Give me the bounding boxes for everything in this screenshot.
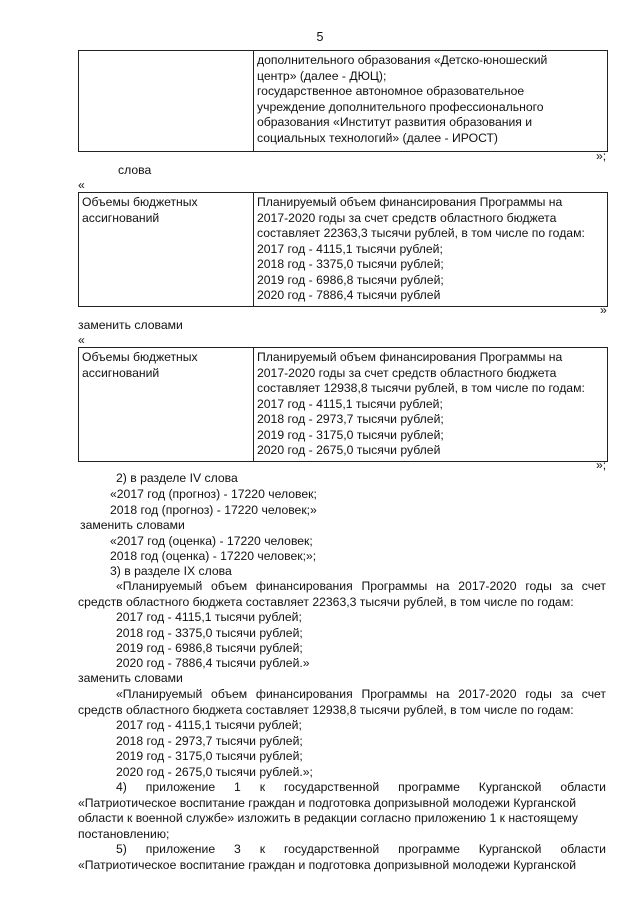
replace-words-label: заменить словами (78, 318, 183, 332)
top-table (78, 50, 608, 152)
body-line: 2017 год - 4115,1 тысячи рублей; (116, 718, 302, 732)
body-line: «Патриотическое воспитание граждан и подготовка допризывной молодежи Курганской (78, 858, 577, 872)
new-table-line: составляет 12938,8 тысячи рублей, в том числе по годам: (257, 381, 585, 395)
old-budget-table (78, 192, 608, 307)
body-line: «Патриотическое воспитание граждан и подготовка допризывной молодежи Курганской (78, 796, 577, 810)
old-table-line: Планируемый объем финансирования Программы на (257, 195, 563, 209)
word-slova: слова (118, 163, 152, 177)
closing-quote: »; (596, 458, 607, 472)
body-line: «2017 год (прогноз) - 17220 человек; (110, 487, 317, 501)
body-line: 5) приложение 3 к государственной программе Курганской области (116, 842, 606, 856)
old-table-right-cell (254, 193, 608, 307)
old-table-label: ассигнований (82, 210, 160, 225)
body-line: 2017 год - 4115,1 тысячи рублей; (116, 610, 302, 624)
new-table-line: Планируемый объем финансирования Программы на (257, 350, 563, 364)
closing-quote: » (600, 303, 607, 317)
new-table-line: 2018 год - 2973,7 тысячи рублей; (257, 412, 444, 426)
body-line: средств областного бюджета составляет 12938,8 тысячи рублей, в том числе по годам: (78, 703, 574, 717)
new-table-left-cell (79, 348, 254, 462)
top-table-left-cell (79, 51, 254, 152)
body-line: 2018 год - 3375,0 тысячи рублей; (116, 626, 303, 640)
old-table-line: 2017-2020 годы за счет средств областного бюджета (257, 210, 557, 225)
body-line: 2020 год - 2675,0 тысячи рублей.»; (116, 765, 313, 779)
opening-quote: « (78, 333, 85, 347)
opening-quote: « (78, 178, 85, 192)
old-table-line: 2020 год - 7886,4 тысячи рублей (257, 288, 441, 302)
new-table-line: 2019 год - 3175,0 тысячи рублей; (257, 427, 444, 442)
old-table-left-cell (79, 193, 254, 307)
closing-quote: »; (596, 149, 607, 163)
body-line: 2018 год (оценка) - 17220 человек;»; (110, 549, 317, 563)
body-line: постановлению; (78, 827, 170, 841)
body-line: 2019 год - 3175,0 тысячи рублей; (116, 749, 303, 763)
body-line: области к военной службе» изложить в редакции согласно приложению 1 к настоящему (78, 811, 579, 825)
new-table-label: Объемы бюджетных (82, 350, 198, 364)
new-table-line: 2017 год - 4115,1 тысячи рублей; (257, 396, 443, 411)
page-number: 5 (316, 30, 324, 44)
old-table-line: 2018 год - 3375,0 тысячи рублей; (257, 257, 444, 271)
top-table-line: государственное автономное образовательное (257, 84, 525, 98)
body-line: 3) в разделе IX слова (110, 564, 232, 578)
old-table-line: составляет 22363,3 тысячи рублей, в том числе по годам: (257, 226, 585, 240)
body-line: «2017 год (оценка) - 17220 человек; (110, 534, 313, 548)
new-table-line: 2020 год - 2675,0 тысячи рублей (257, 443, 441, 457)
new-table-line: 2017-2020 годы за счет средств областного бюджета (257, 365, 557, 380)
new-budget-table (78, 347, 608, 462)
top-table-line: учреждение дополнительного профессионального (257, 99, 544, 114)
body-line: 2020 год - 7886,4 тысячи рублей.» (116, 656, 310, 670)
old-table-line: 2019 год - 6986,8 тысячи рублей; (257, 272, 444, 287)
body-line: 2018 год (прогноз) - 17220 человек;» (110, 503, 317, 517)
top-table-line: центр» (далее - ДЮЦ); (257, 68, 387, 83)
new-table-label: ассигнований (82, 365, 160, 380)
old-table-line: 2017 год - 4115,1 тысячи рублей; (257, 241, 443, 256)
body-line: «Планируемый объем финансирования Программы на 2017-2020 годы за счет (116, 687, 606, 701)
body-line: заменить словами (80, 518, 185, 532)
body-line: заменить словами (78, 671, 183, 685)
body-line: 2019 год - 6986,8 тысячи рублей; (116, 641, 303, 655)
body-line: 2) в разделе IV слова (116, 471, 238, 485)
top-table-right-cell (254, 51, 608, 152)
top-table-line: социальных технологий» (далее - ИРОСТ) (257, 130, 498, 145)
new-table-right-cell (254, 348, 608, 462)
body-line: 4) приложение 1 к государственной программе Курганской области (116, 780, 606, 794)
old-table-label: Объемы бюджетных (82, 195, 198, 209)
body-line: 2018 год - 2973,7 тысячи рублей; (116, 734, 303, 748)
top-table-line: образования «Институт развития образования и (257, 115, 533, 129)
body-line: средств областного бюджета составляет 22363,3 тысячи рублей, в том числе по годам: (78, 595, 574, 609)
top-table-line: дополнительного образования «Детско-юношеский (257, 53, 548, 67)
body-line: «Планируемый объем финансирования Программы на 2017-2020 годы за счет (116, 579, 606, 593)
